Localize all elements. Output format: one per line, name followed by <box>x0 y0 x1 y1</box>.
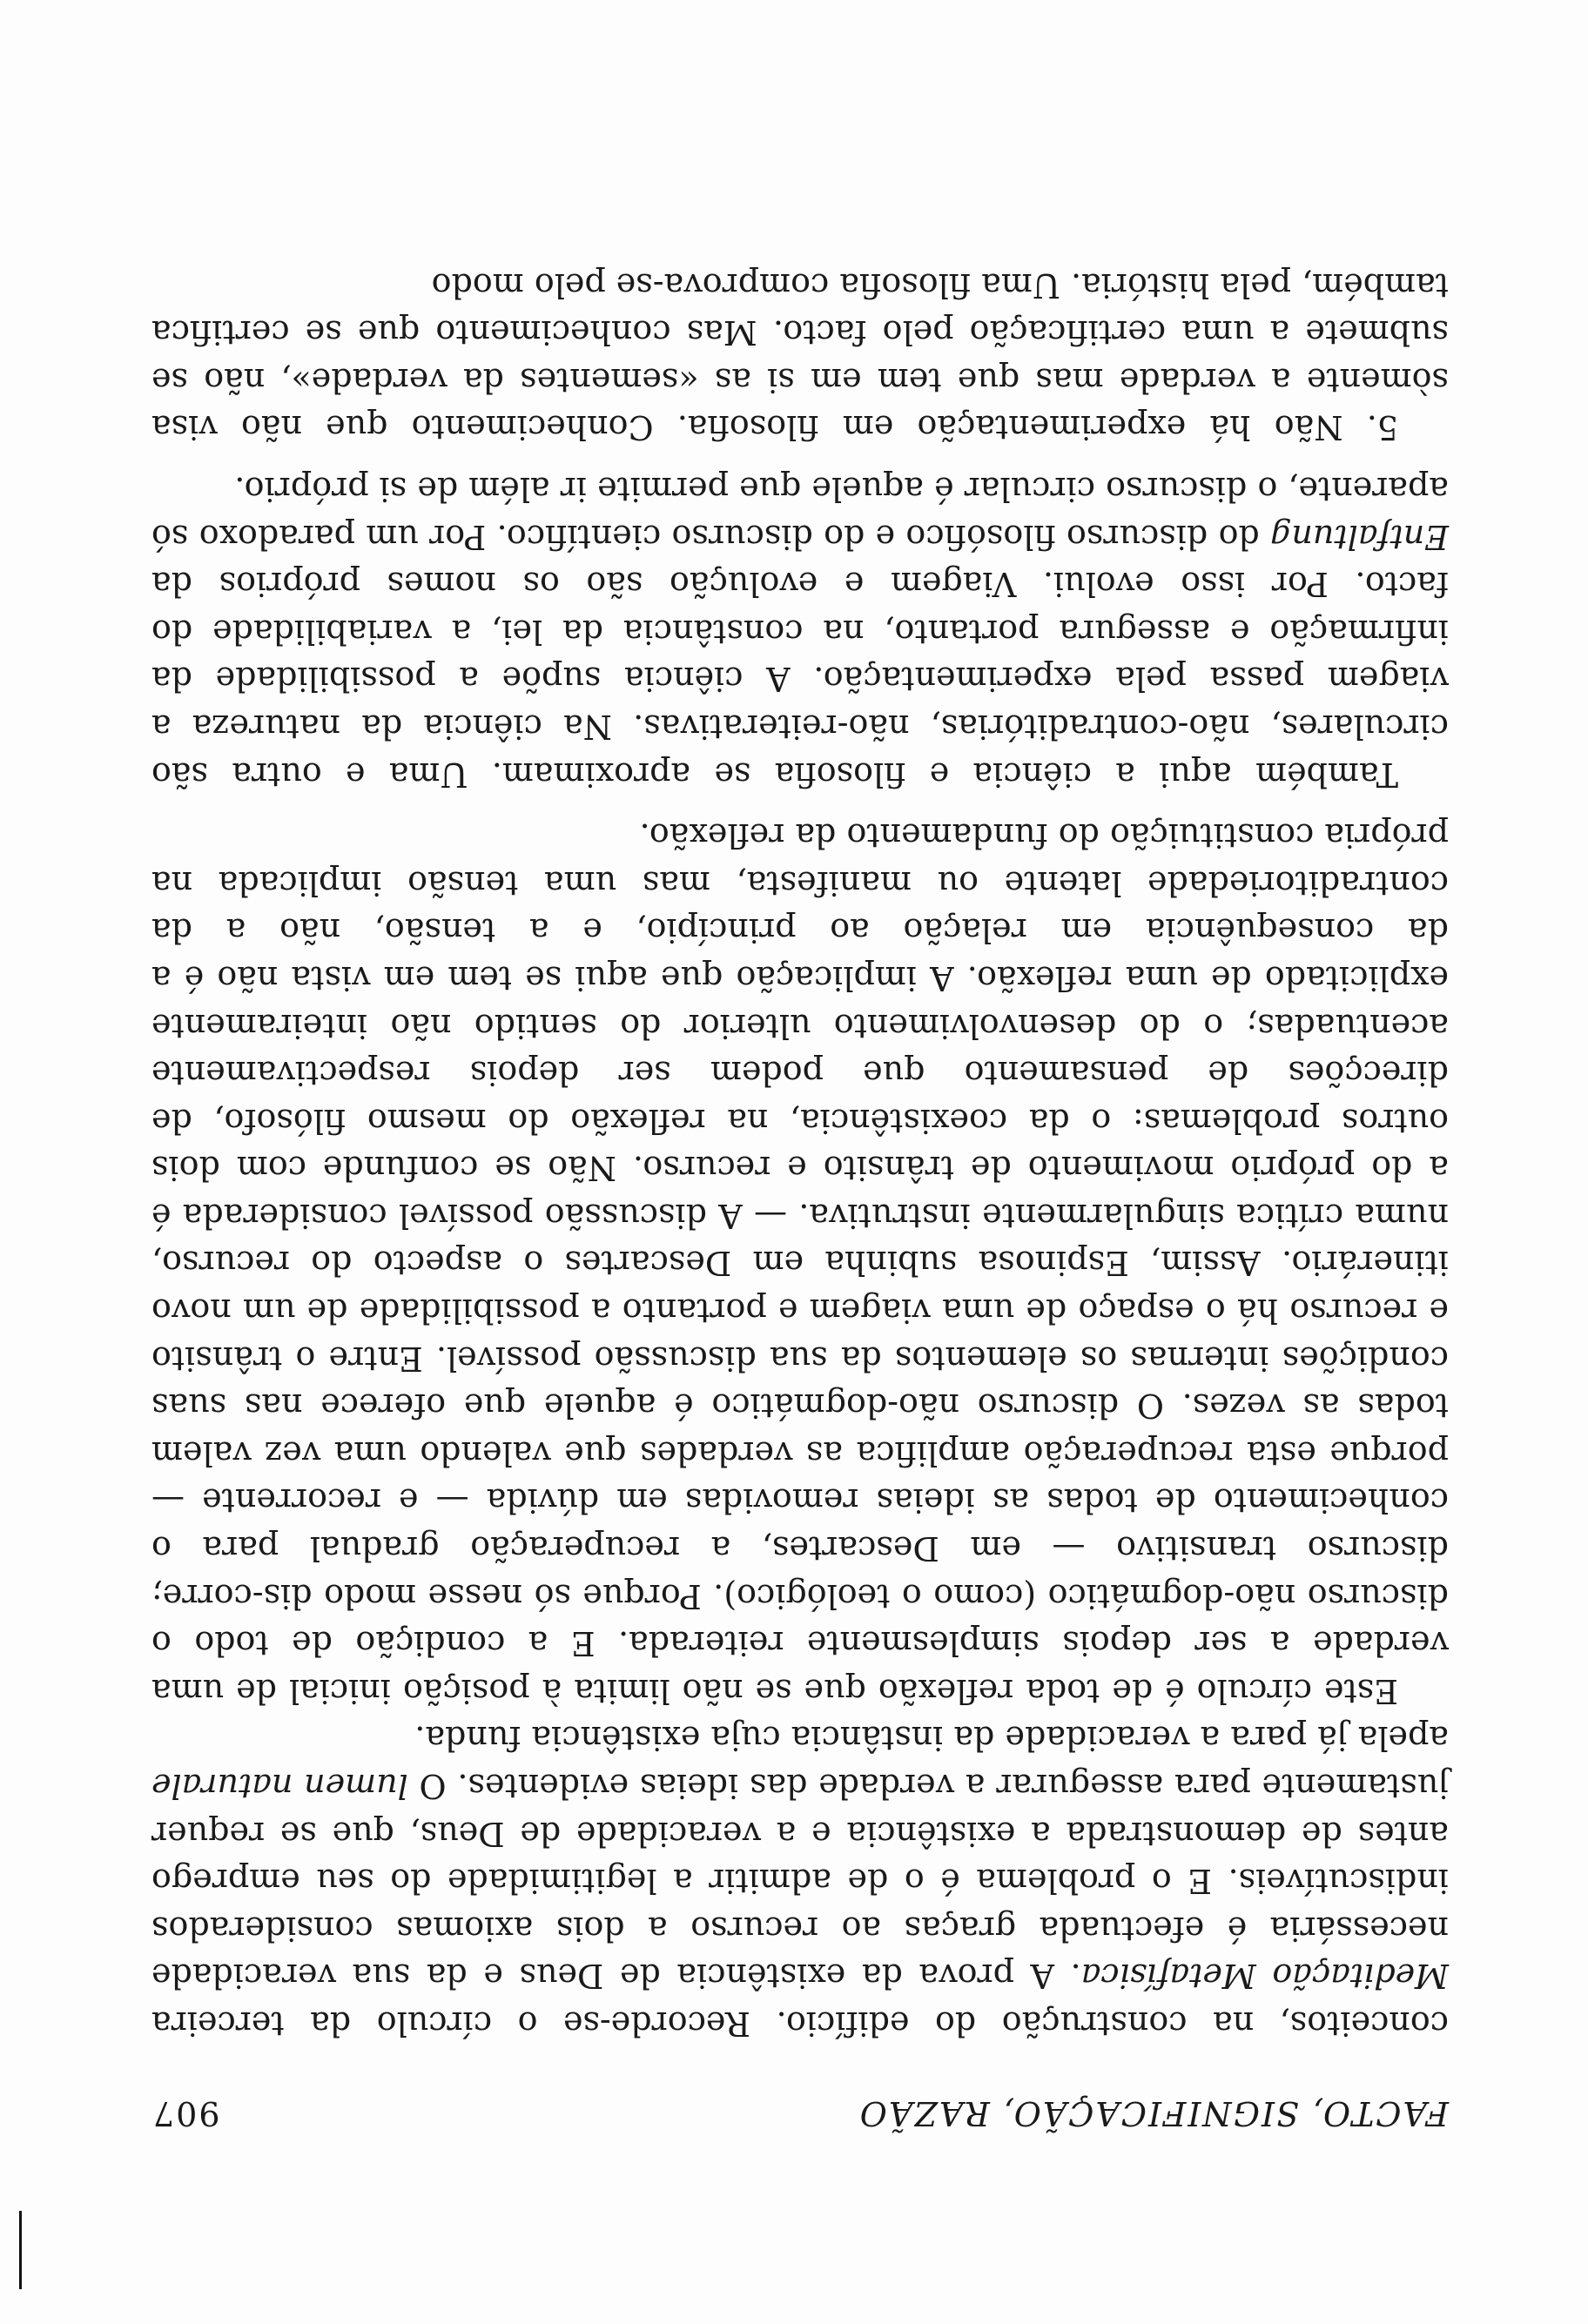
page-number: 907 <box>151 2094 220 2133</box>
running-head <box>151 2089 1449 2133</box>
paragraph-1: conceitos, na construção do edifício. Recorde-se o círculo da terceira Meditação Metafísica. A prova da existência de Deus e da sua veracidade necessária é efectuada graças ao recurso a dois axiomas considerados indiscutíveis. E o problema é o de admitir a legitimidade do seu emprego antes de demonstrada a existência e a veracidade de Deus, que se requer justamente para assegurar a verdade das ideias evidentes. O lumen naturale apela já para a veracidade da instância cuja existência funda. <box>151 1719 1449 2043</box>
body-text <box>151 261 1449 2047</box>
paragraph-3: Também aqui a ciência e filosofia se aproximam. Uma e outra são circulares, não-contraditórias, não-reiterativas. Na ciência da natureza a viagem passa pela experimentação. A ciência supõe a possibilidade da infirmação e assegura portanto, na constância da lei, a variabilidade do facto. Por isso evolui. Viagem e evolução são os nomes próprios da Entfaltung do discurso filosófico e do discurso científico. Por um paradoxo só aparente, o discurso circular é aquele que permite ir além de si próprio. <box>151 470 1449 794</box>
paragraph-4: 5. Não há experimentação em filosofia. Conhecimento que não visa sòmente a verdade mas que tem em si as «sementes da verdade», não se submete a uma certificação pelo facto. Mas conhecimento que se certifica também, pela história. Uma filosofia comprova-se pelo modo <box>151 265 1449 447</box>
running-head-title: FACTO, SIGNIFICAÇÃO, RAZÃO <box>858 2094 1449 2133</box>
paragraph-2: Este círculo é de toda reflexão que se não limita à posição inicial de uma verdade a ser depois simplesmente reiterada. E a condição de todo o discurso não-dogmático (como o teológico). Porque só nesse modo dis-corre; discurso transitivo — em Descartes, a recuperação gradual para o conhecimento de todas as ideias removidas em dúvida — e recorrente — porque esta recuperação amplifica as verdades que valendo uma vez valem todas as vezes. O discurso não-dogmático é aquele que oferece nas suas condições internas os elementos da sua discussão possível. Entre o trânsito e recurso há o espaço de uma viagem e portanto a possibilidade de um novo itinerário. Assim, Espinosa subinha em Descartes o aspecto do recurso, numa crítica singularmente instrutiva. — A discussão possível considerada é a do próprio movimento de trânsito e recurso. Não se confunde com dois outros problemas: o da coexistência, na reflexão do mesmo filósofo, de direcções de pensamento que podem ser depois respectivamente acentuadas; o do desenvolvimento ulterior do sentido não inteiramente explicitado de uma reflexão. A implicação que aqui se tem em vista não é a da consequência em relação ao princípio, e a tensão, não a da contraditoriedade latente ou manifesta, mas uma tensão implicada na própria constituição do fundamento da reflexão. <box>151 816 1449 1710</box>
italic-title: Meditação Metafísica <box>1080 1957 1449 1996</box>
scan-edge-mark <box>19 2211 22 2289</box>
italic-term: Entfaltung <box>1270 517 1449 556</box>
italic-term: lumen naturale <box>151 1767 408 1806</box>
